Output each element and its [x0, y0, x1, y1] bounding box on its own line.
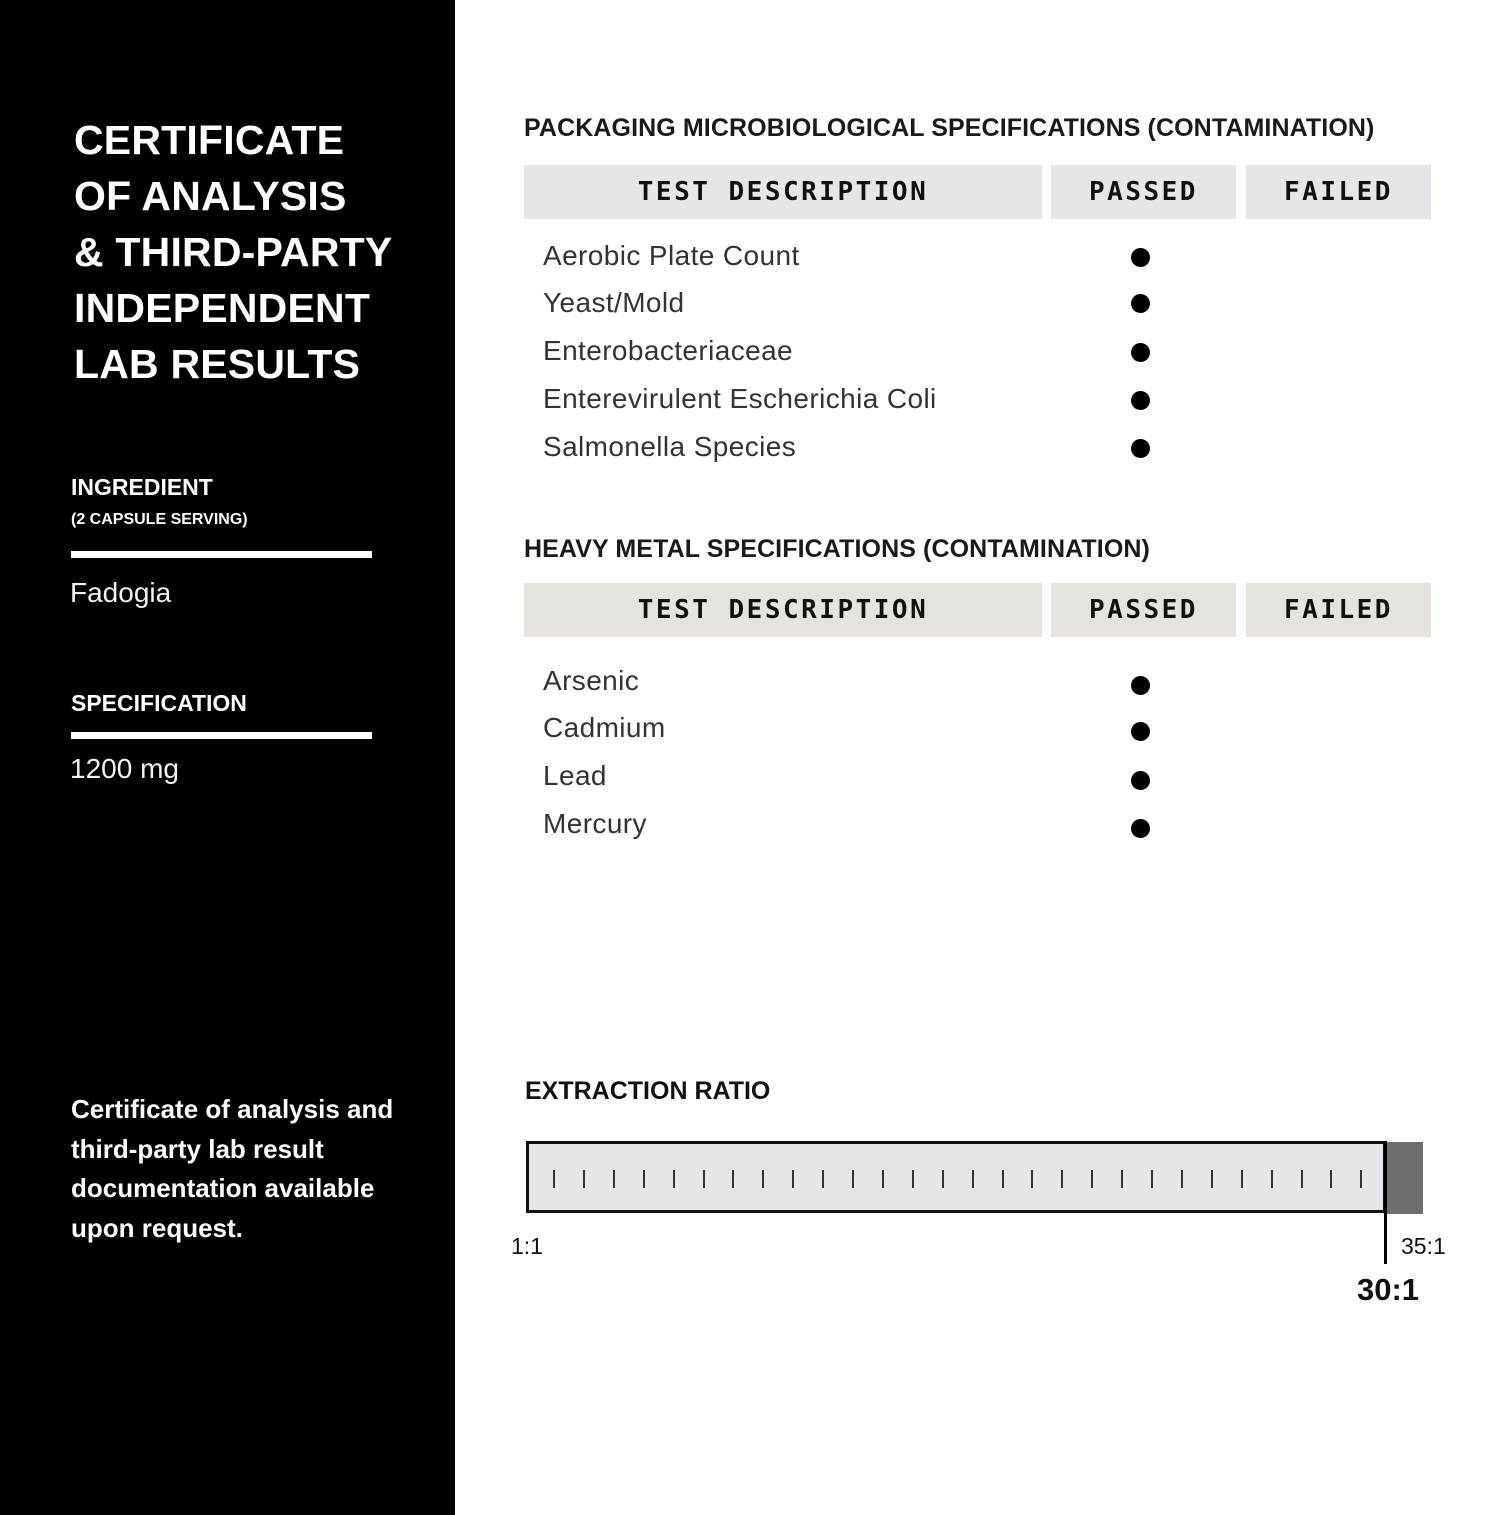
extraction-ratio-track	[526, 1141, 1386, 1213]
ratio-tick	[1031, 1170, 1033, 1188]
metal-row-label: Arsenic	[543, 665, 640, 696]
ratio-tick	[1002, 1170, 1004, 1188]
passed-dot-icon	[1131, 676, 1150, 695]
documentation-note: Certificate of analysis and third-party lab result documentation available upon request.	[71, 1094, 394, 1243]
heavy-metal-section-title: HEAVY METAL SPECIFICATIONS (CONTAMINATION)	[524, 535, 1150, 563]
ratio-tick	[792, 1170, 794, 1188]
passed-dot-icon	[1131, 248, 1150, 267]
ratio-tick	[703, 1170, 705, 1188]
title-line: CERTIFICATE	[74, 117, 345, 163]
ratio-tick	[1181, 1170, 1183, 1188]
extraction-ratio-max-label: 35:1	[1401, 1233, 1446, 1259]
extraction-ratio-min-label: 1:1	[511, 1233, 543, 1259]
extraction-ratio-title: EXTRACTION RATIO	[525, 1077, 771, 1105]
title-line: INDEPENDENT	[74, 285, 371, 331]
extraction-ratio-marker	[1384, 1141, 1387, 1264]
ingredient-value: Fadogia	[70, 577, 172, 608]
ratio-tick	[1091, 1170, 1093, 1188]
ratio-tick	[852, 1170, 854, 1188]
passed-dot-icon	[1131, 391, 1150, 410]
micro-row-label: Aerobic Plate Count	[543, 240, 800, 271]
ratio-tick	[942, 1170, 944, 1188]
metal-header-failed: FAILED	[1246, 583, 1431, 637]
specification-label: SPECIFICATION	[71, 690, 247, 716]
ratio-tick	[1271, 1170, 1273, 1188]
ratio-tick	[1360, 1170, 1362, 1188]
sidebar	[0, 0, 455, 1515]
ratio-tick	[882, 1170, 884, 1188]
ratio-tick	[553, 1170, 555, 1188]
ratio-tick	[912, 1170, 914, 1188]
passed-dot-icon	[1131, 819, 1150, 838]
metal-header-description: TEST DESCRIPTION	[524, 583, 1042, 637]
ratio-tick	[732, 1170, 734, 1188]
ratio-tick	[673, 1170, 675, 1188]
ratio-tick	[1330, 1170, 1332, 1188]
ratio-tick	[1121, 1170, 1123, 1188]
page-title	[74, 112, 392, 392]
microbiological-section-title: PACKAGING MICROBIOLOGICAL SPECIFICATIONS (CONTAMINATION)	[524, 114, 1375, 142]
extraction-ratio-current-label: 30:1	[1357, 1272, 1420, 1307]
ratio-tick	[822, 1170, 824, 1188]
metal-header-passed: PASSED	[1051, 583, 1236, 637]
title-line: & THIRD-PARTY	[74, 229, 393, 275]
specification-divider	[71, 732, 372, 739]
metal-row-label: Lead	[543, 760, 607, 791]
micro-row-label: Enterobacteriaceae	[543, 335, 794, 366]
ingredient-sublabel: (2 CAPSULE SERVING)	[71, 511, 248, 528]
metal-row-label: Mercury	[543, 808, 647, 839]
ratio-tick	[583, 1170, 585, 1188]
ratio-tick	[1151, 1170, 1153, 1188]
title-line: OF ANALYSIS	[74, 173, 347, 219]
micro-header-passed: PASSED	[1051, 165, 1236, 219]
passed-dot-icon	[1131, 722, 1150, 741]
extraction-ratio-fill	[1386, 1142, 1423, 1214]
passed-dot-icon	[1131, 343, 1150, 362]
micro-header-failed: FAILED	[1246, 165, 1431, 219]
title-line: LAB RESULTS	[74, 341, 361, 387]
passed-dot-icon	[1131, 771, 1150, 790]
micro-row-label: Yeast/Mold	[543, 287, 685, 318]
micro-row-label: Salmonella Species	[543, 431, 797, 462]
ratio-tick	[1301, 1170, 1303, 1188]
ingredient-divider	[71, 551, 372, 558]
ratio-tick	[1211, 1170, 1213, 1188]
ratio-tick	[1061, 1170, 1063, 1188]
passed-dot-icon	[1131, 439, 1150, 458]
ratio-tick	[643, 1170, 645, 1188]
specification-value: 1200 mg	[70, 753, 179, 784]
micro-header-description: TEST DESCRIPTION	[524, 165, 1042, 219]
ingredient-label: INGREDIENT	[71, 474, 213, 500]
ratio-tick	[613, 1170, 615, 1188]
ratio-tick	[972, 1170, 974, 1188]
passed-dot-icon	[1131, 294, 1150, 313]
ratio-tick	[1241, 1170, 1243, 1188]
micro-row-label: Enterevirulent Escherichia Coli	[543, 383, 937, 414]
metal-row-label: Cadmium	[543, 712, 666, 743]
ratio-tick	[762, 1170, 764, 1188]
